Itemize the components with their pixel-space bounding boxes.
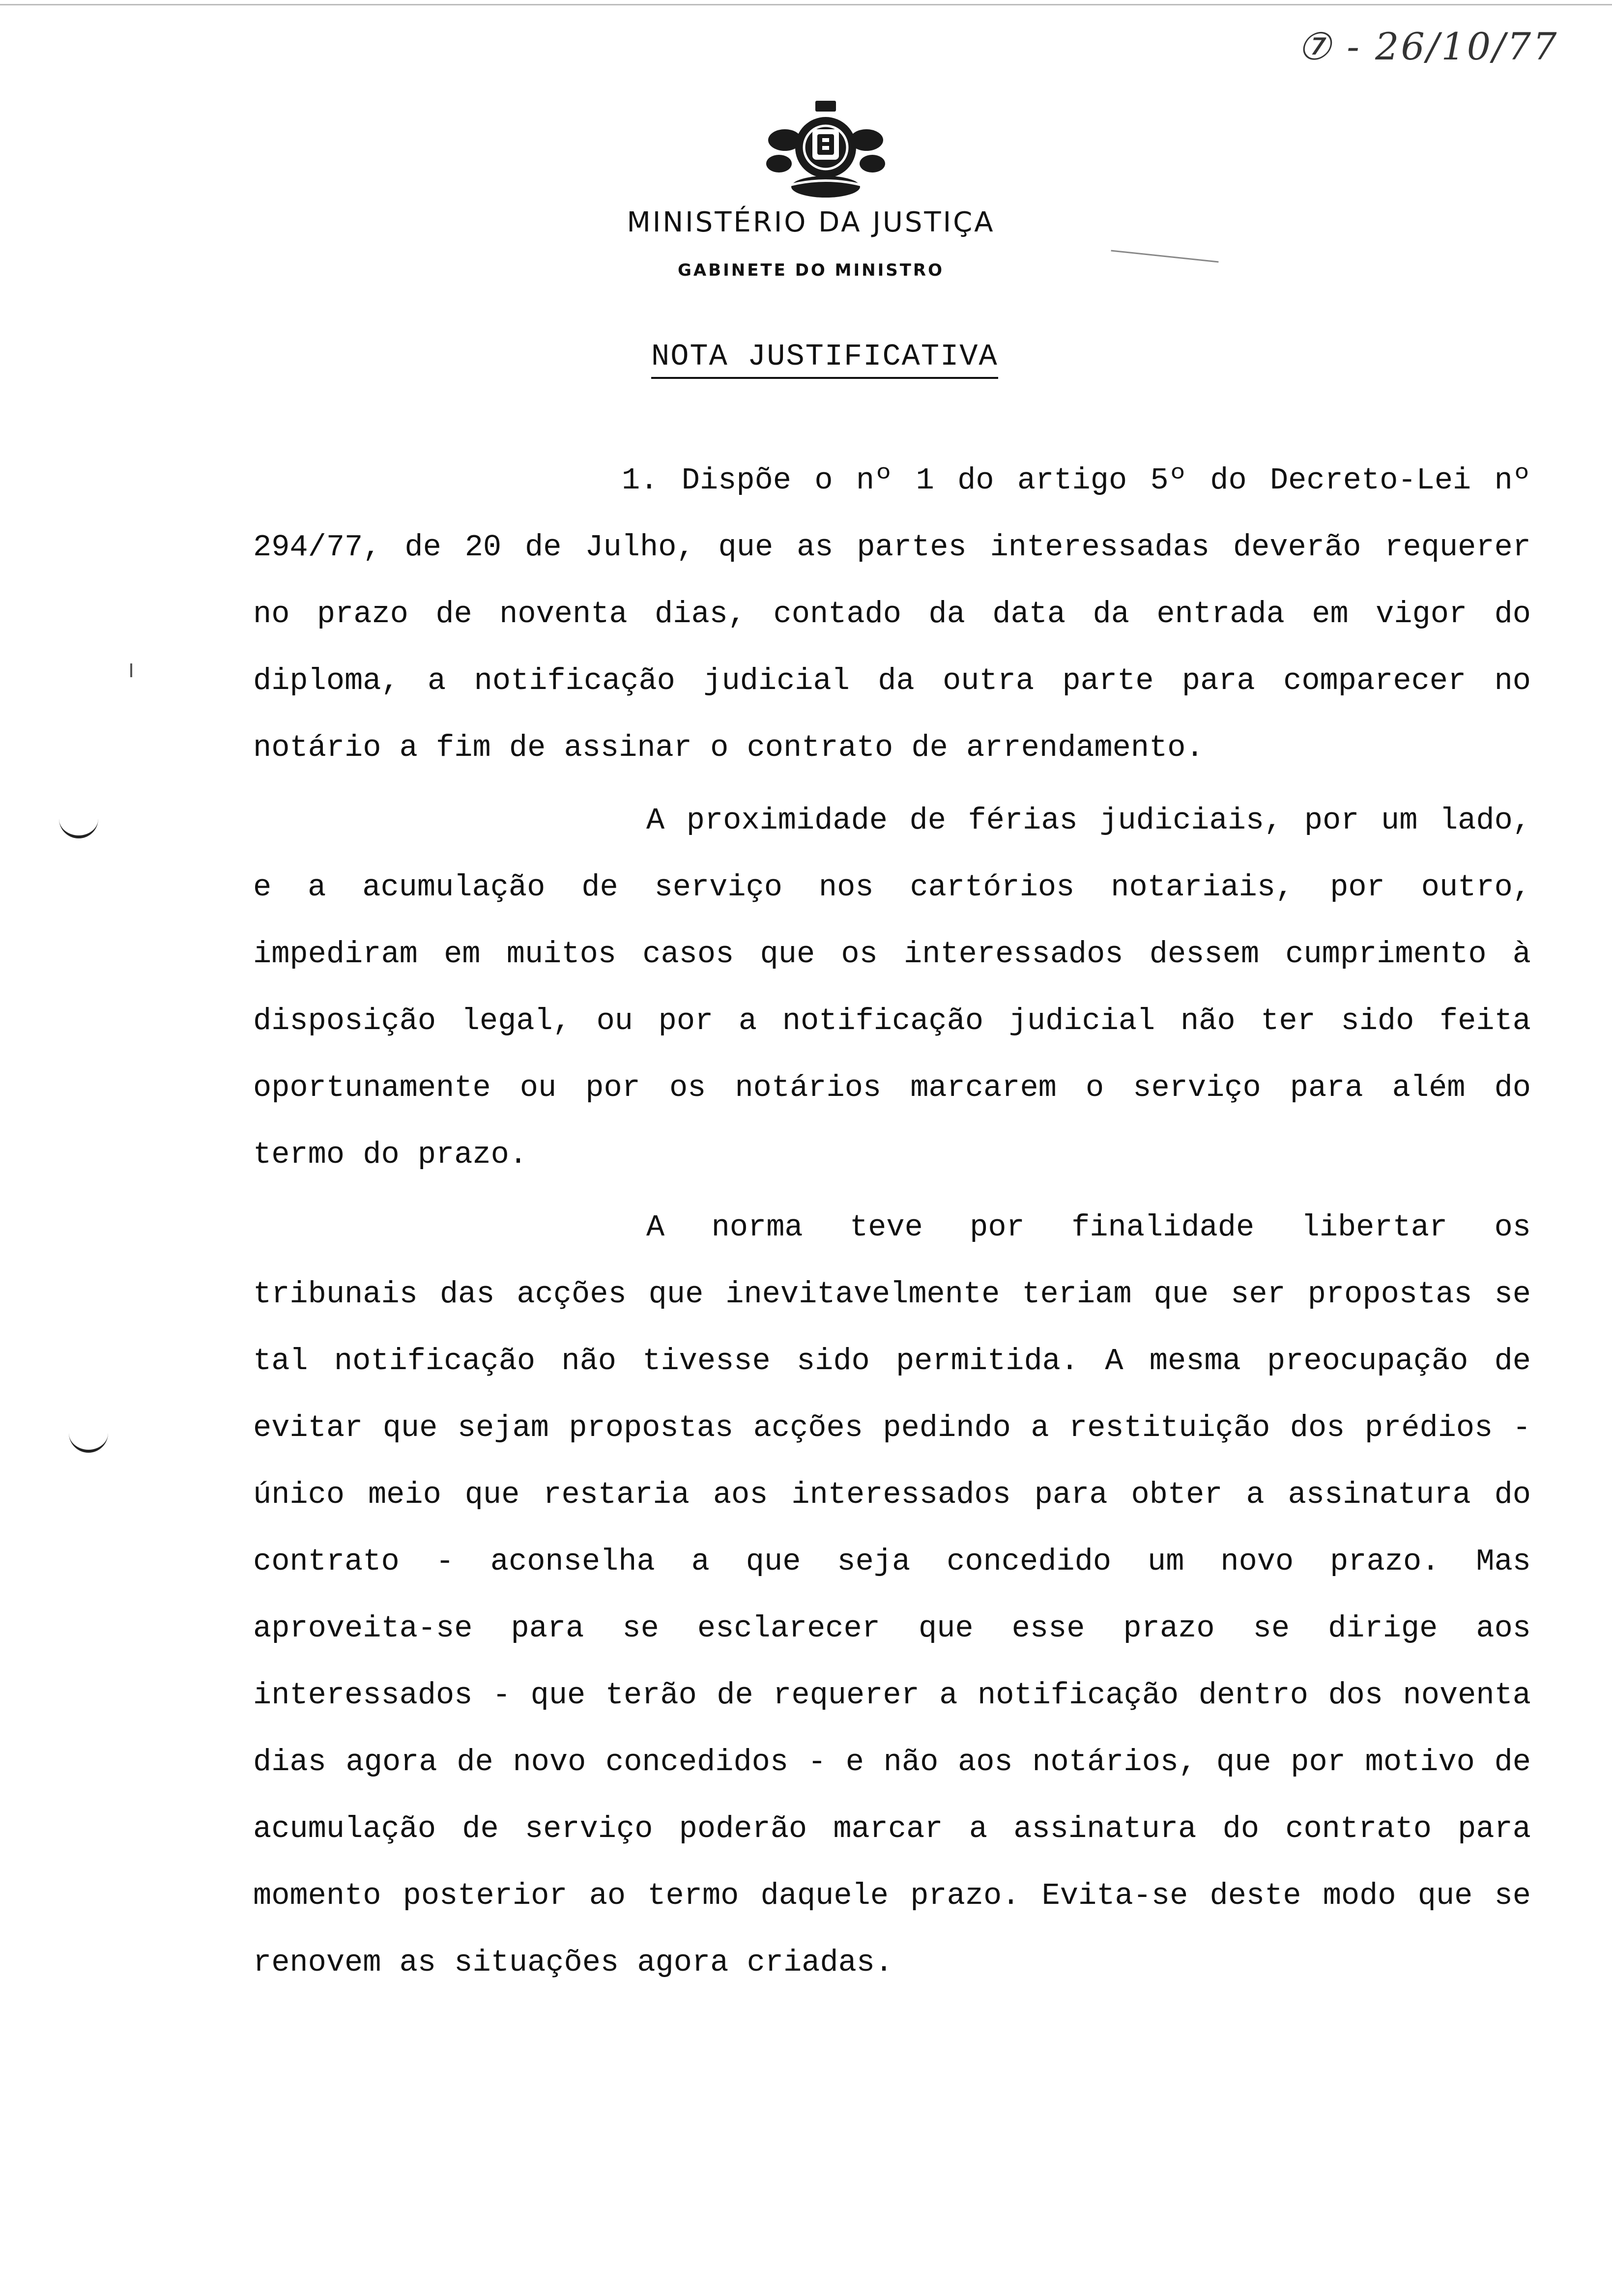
paragraph-3: A norma teve por finalidade libertar os tribunais das acções que inevitavelmente teriam que ser propostas se tal notificação não tivesse sido permitida. A mesma preocupação de evitar que sejam propostas acções pedindo a restituição dos prédios - único meio que restaria aos interessados para obter a assinatura do contrato - aconselha a que seja concedido um novo prazo. Mas aproveita-se para se esclarecer que esse prazo se dirige aos interessados - que terão de requerer a notificação dentro dos noventa dias agora de novo concedidos - e não aos notários, que por motivo de acumulação de serviço poderão marcar a assinatura do contrato para momento posterior ao termo daquele prazo. Evita-se deste modo que se renovem as situações agora criadas. (253, 1210, 1531, 1980)
paragraph-2: A proximidade de férias judiciais, por um lado, e a acumulação de serviço nos cartórios notariais, por outro, impediram em muitos casos que os interessados dessem cumprimento à disposição legal, ou por a notificação judicial não ter sido feita oportunamente ou por os notários marcarem o serviço para além do termo do prazo. (253, 803, 1531, 1172)
ministry-name: MINISTÉRIO DA JUSTIÇA (627, 206, 995, 238)
margin-mark (59, 811, 98, 838)
handwritten-reference: ⑦ - 26/10/77 (1297, 25, 1559, 68)
top-rule (0, 4, 1612, 5)
margin-tick (1111, 250, 1218, 263)
margin-tick (130, 663, 132, 677)
cabinet-name: GABINETE DO MINISTRO (677, 260, 945, 280)
margin-mark (69, 1425, 108, 1453)
document-body (253, 447, 1531, 2002)
document-title: NOTA JUSTIFICATIVA (651, 339, 998, 379)
coat-of-arms-emblem (764, 101, 887, 201)
paragraph-1: 1. Dispõe o nº 1 do artigo 5º do Decreto-Lei nº 294/77, de 20 de Julho, que as partes interessadas deverão requerer no prazo de noventa dias, contado da data da entrada em vigor do diploma, a notificação judicial da outra parte para comparecer no notário a fim de assinar o contrato de arrendamento. (253, 463, 1531, 765)
